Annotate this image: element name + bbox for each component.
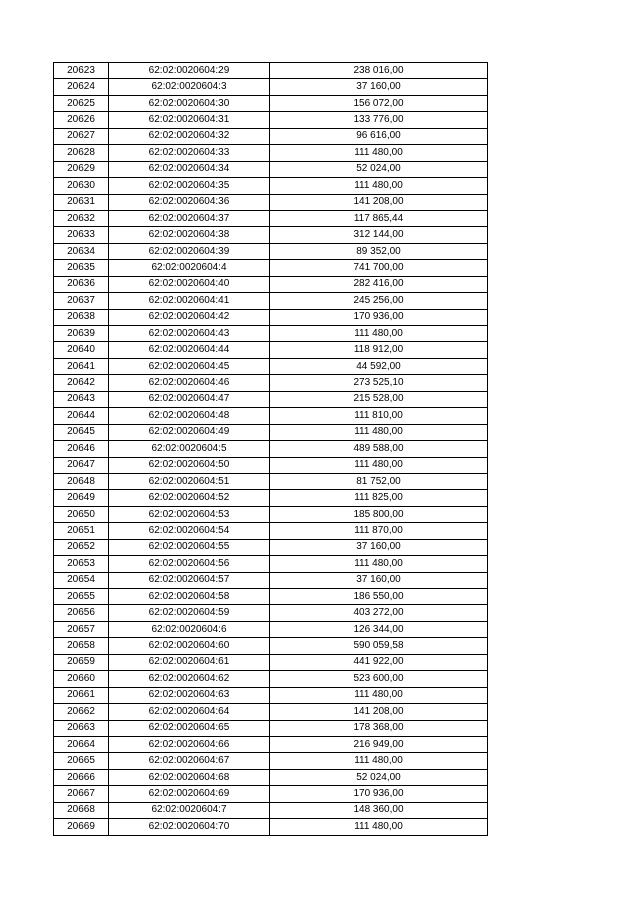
row-number-cell: 20642 bbox=[54, 375, 109, 391]
row-number-cell: 20636 bbox=[54, 276, 109, 292]
value-cell: 37 160,00 bbox=[270, 539, 488, 555]
row-number-cell: 20656 bbox=[54, 605, 109, 621]
table-row bbox=[54, 589, 488, 605]
cadastral-number-cell: 62:02:0020604:41 bbox=[109, 293, 270, 309]
row-number-cell: 20631 bbox=[54, 194, 109, 210]
row-number-cell: 20651 bbox=[54, 523, 109, 539]
row-number-cell: 20663 bbox=[54, 720, 109, 736]
row-number-cell: 20650 bbox=[54, 506, 109, 522]
value-cell: 37 160,00 bbox=[270, 79, 488, 95]
cadastral-number-cell: 62:02:0020604:5 bbox=[109, 441, 270, 457]
row-number-cell: 20653 bbox=[54, 556, 109, 572]
row-number-cell: 20655 bbox=[54, 589, 109, 605]
cadastral-number-cell: 62:02:0020604:50 bbox=[109, 457, 270, 473]
cadastral-number-cell: 62:02:0020604:32 bbox=[109, 128, 270, 144]
value-cell: 111 480,00 bbox=[270, 556, 488, 572]
table-row bbox=[54, 720, 488, 736]
table-row bbox=[54, 473, 488, 489]
data-table bbox=[53, 62, 488, 836]
value-cell: 133 776,00 bbox=[270, 112, 488, 128]
cadastral-number-cell: 62:02:0020604:70 bbox=[109, 819, 270, 835]
row-number-cell: 20629 bbox=[54, 161, 109, 177]
value-cell: 111 480,00 bbox=[270, 687, 488, 703]
value-cell: 403 272,00 bbox=[270, 605, 488, 621]
table-row bbox=[54, 408, 488, 424]
value-cell: 489 588,00 bbox=[270, 441, 488, 457]
cadastral-number-cell: 62:02:0020604:37 bbox=[109, 210, 270, 226]
row-number-cell: 20654 bbox=[54, 572, 109, 588]
value-cell: 111 480,00 bbox=[270, 753, 488, 769]
table-row bbox=[54, 506, 488, 522]
value-cell: 89 352,00 bbox=[270, 243, 488, 259]
cadastral-number-cell: 62:02:0020604:59 bbox=[109, 605, 270, 621]
value-cell: 111 480,00 bbox=[270, 457, 488, 473]
table-row bbox=[54, 490, 488, 506]
row-number-cell: 20660 bbox=[54, 671, 109, 687]
table-row bbox=[54, 293, 488, 309]
value-cell: 170 936,00 bbox=[270, 786, 488, 802]
row-number-cell: 20658 bbox=[54, 638, 109, 654]
value-cell: 141 208,00 bbox=[270, 704, 488, 720]
cadastral-number-cell: 62:02:0020604:54 bbox=[109, 523, 270, 539]
value-cell: 111 480,00 bbox=[270, 424, 488, 440]
row-number-cell: 20661 bbox=[54, 687, 109, 703]
cadastral-number-cell: 62:02:0020604:38 bbox=[109, 227, 270, 243]
value-cell: 238 016,00 bbox=[270, 63, 488, 79]
value-cell: 111 480,00 bbox=[270, 178, 488, 194]
table-row bbox=[54, 457, 488, 473]
value-cell: 44 592,00 bbox=[270, 358, 488, 374]
table-row bbox=[54, 753, 488, 769]
cadastral-number-cell: 62:02:0020604:67 bbox=[109, 753, 270, 769]
cadastral-number-cell: 62:02:0020604:51 bbox=[109, 473, 270, 489]
cadastral-number-cell: 62:02:0020604:3 bbox=[109, 79, 270, 95]
cadastral-number-cell: 62:02:0020604:4 bbox=[109, 260, 270, 276]
row-number-cell: 20627 bbox=[54, 128, 109, 144]
value-cell: 312 144,00 bbox=[270, 227, 488, 243]
cadastral-number-cell: 62:02:0020604:42 bbox=[109, 309, 270, 325]
table-row bbox=[54, 358, 488, 374]
row-number-cell: 20628 bbox=[54, 145, 109, 161]
table-row bbox=[54, 276, 488, 292]
table-row bbox=[54, 572, 488, 588]
cadastral-number-cell: 62:02:0020604:36 bbox=[109, 194, 270, 210]
table-row bbox=[54, 243, 488, 259]
table-row bbox=[54, 79, 488, 95]
row-number-cell: 20649 bbox=[54, 490, 109, 506]
cadastral-number-cell: 62:02:0020604:52 bbox=[109, 490, 270, 506]
row-number-cell: 20624 bbox=[54, 79, 109, 95]
table-row bbox=[54, 704, 488, 720]
cadastral-number-cell: 62:02:0020604:45 bbox=[109, 358, 270, 374]
table-row bbox=[54, 63, 488, 79]
table-row bbox=[54, 786, 488, 802]
row-number-cell: 20666 bbox=[54, 769, 109, 785]
value-cell: 441 922,00 bbox=[270, 654, 488, 670]
table-row bbox=[54, 260, 488, 276]
row-number-cell: 20641 bbox=[54, 358, 109, 374]
value-cell: 52 024,00 bbox=[270, 161, 488, 177]
row-number-cell: 20669 bbox=[54, 819, 109, 835]
value-cell: 111 480,00 bbox=[270, 819, 488, 835]
cadastral-number-cell: 62:02:0020604:56 bbox=[109, 556, 270, 572]
value-cell: 52 024,00 bbox=[270, 769, 488, 785]
table-row bbox=[54, 227, 488, 243]
cadastral-number-cell: 62:02:0020604:58 bbox=[109, 589, 270, 605]
value-cell: 37 160,00 bbox=[270, 572, 488, 588]
value-cell: 141 208,00 bbox=[270, 194, 488, 210]
table-row bbox=[54, 769, 488, 785]
cadastral-number-cell: 62:02:0020604:47 bbox=[109, 391, 270, 407]
table-row bbox=[54, 424, 488, 440]
row-number-cell: 20632 bbox=[54, 210, 109, 226]
value-cell: 170 936,00 bbox=[270, 309, 488, 325]
table-row bbox=[54, 210, 488, 226]
table-row bbox=[54, 687, 488, 703]
value-cell: 156 072,00 bbox=[270, 95, 488, 111]
table-row bbox=[54, 326, 488, 342]
row-number-cell: 20659 bbox=[54, 654, 109, 670]
table-row bbox=[54, 605, 488, 621]
cadastral-number-cell: 62:02:0020604:69 bbox=[109, 786, 270, 802]
value-cell: 186 550,00 bbox=[270, 589, 488, 605]
row-number-cell: 20640 bbox=[54, 342, 109, 358]
table-row bbox=[54, 802, 488, 818]
table-row bbox=[54, 194, 488, 210]
value-cell: 126 344,00 bbox=[270, 621, 488, 637]
value-cell: 185 800,00 bbox=[270, 506, 488, 522]
cadastral-number-cell: 62:02:0020604:49 bbox=[109, 424, 270, 440]
table-row bbox=[54, 112, 488, 128]
row-number-cell: 20665 bbox=[54, 753, 109, 769]
table-row bbox=[54, 95, 488, 111]
value-cell: 117 865,44 bbox=[270, 210, 488, 226]
table-row bbox=[54, 671, 488, 687]
cadastral-number-cell: 62:02:0020604:34 bbox=[109, 161, 270, 177]
value-cell: 282 416,00 bbox=[270, 276, 488, 292]
cadastral-number-cell: 62:02:0020604:29 bbox=[109, 63, 270, 79]
row-number-cell: 20652 bbox=[54, 539, 109, 555]
value-cell: 111 825,00 bbox=[270, 490, 488, 506]
table-row bbox=[54, 736, 488, 752]
value-cell: 111 810,00 bbox=[270, 408, 488, 424]
cadastral-number-cell: 62:02:0020604:43 bbox=[109, 326, 270, 342]
row-number-cell: 20664 bbox=[54, 736, 109, 752]
row-number-cell: 20638 bbox=[54, 309, 109, 325]
cadastral-number-cell: 62:02:0020604:39 bbox=[109, 243, 270, 259]
row-number-cell: 20630 bbox=[54, 178, 109, 194]
cadastral-number-cell: 62:02:0020604:60 bbox=[109, 638, 270, 654]
cadastral-number-cell: 62:02:0020604:62 bbox=[109, 671, 270, 687]
row-number-cell: 20667 bbox=[54, 786, 109, 802]
cadastral-number-cell: 62:02:0020604:40 bbox=[109, 276, 270, 292]
row-number-cell: 20639 bbox=[54, 326, 109, 342]
cadastral-number-cell: 62:02:0020604:63 bbox=[109, 687, 270, 703]
row-number-cell: 20648 bbox=[54, 473, 109, 489]
cadastral-number-cell: 62:02:0020604:48 bbox=[109, 408, 270, 424]
row-number-cell: 20668 bbox=[54, 802, 109, 818]
value-cell: 178 368,00 bbox=[270, 720, 488, 736]
table-row bbox=[54, 523, 488, 539]
cadastral-number-cell: 62:02:0020604:30 bbox=[109, 95, 270, 111]
value-cell: 590 059,58 bbox=[270, 638, 488, 654]
row-number-cell: 20643 bbox=[54, 391, 109, 407]
cadastral-number-cell: 62:02:0020604:6 bbox=[109, 621, 270, 637]
row-number-cell: 20657 bbox=[54, 621, 109, 637]
value-cell: 111 480,00 bbox=[270, 145, 488, 161]
value-cell: 111 480,00 bbox=[270, 326, 488, 342]
value-cell: 741 700,00 bbox=[270, 260, 488, 276]
cadastral-number-cell: 62:02:0020604:65 bbox=[109, 720, 270, 736]
row-number-cell: 20647 bbox=[54, 457, 109, 473]
cadastral-number-cell: 62:02:0020604:46 bbox=[109, 375, 270, 391]
table-row bbox=[54, 638, 488, 654]
table-row bbox=[54, 145, 488, 161]
row-number-cell: 20645 bbox=[54, 424, 109, 440]
cadastral-number-cell: 62:02:0020604:64 bbox=[109, 704, 270, 720]
cadastral-number-cell: 62:02:0020604:68 bbox=[109, 769, 270, 785]
cadastral-number-cell: 62:02:0020604:35 bbox=[109, 178, 270, 194]
table-row bbox=[54, 178, 488, 194]
value-cell: 118 912,00 bbox=[270, 342, 488, 358]
value-cell: 245 256,00 bbox=[270, 293, 488, 309]
cadastral-number-cell: 62:02:0020604:33 bbox=[109, 145, 270, 161]
table-body bbox=[54, 63, 488, 836]
cadastral-number-cell: 62:02:0020604:61 bbox=[109, 654, 270, 670]
cadastral-number-cell: 62:02:0020604:44 bbox=[109, 342, 270, 358]
table-row bbox=[54, 309, 488, 325]
table-row bbox=[54, 539, 488, 555]
table-row bbox=[54, 621, 488, 637]
row-number-cell: 20634 bbox=[54, 243, 109, 259]
value-cell: 216 949,00 bbox=[270, 736, 488, 752]
value-cell: 148 360,00 bbox=[270, 802, 488, 818]
cadastral-number-cell: 62:02:0020604:66 bbox=[109, 736, 270, 752]
value-cell: 111 870,00 bbox=[270, 523, 488, 539]
table-row bbox=[54, 391, 488, 407]
row-number-cell: 20633 bbox=[54, 227, 109, 243]
value-cell: 96 616,00 bbox=[270, 128, 488, 144]
table-row bbox=[54, 342, 488, 358]
cadastral-number-cell: 62:02:0020604:31 bbox=[109, 112, 270, 128]
value-cell: 523 600,00 bbox=[270, 671, 488, 687]
table-row bbox=[54, 128, 488, 144]
cadastral-number-cell: 62:02:0020604:53 bbox=[109, 506, 270, 522]
row-number-cell: 20644 bbox=[54, 408, 109, 424]
table-row bbox=[54, 161, 488, 177]
table-row bbox=[54, 819, 488, 835]
value-cell: 273 525,10 bbox=[270, 375, 488, 391]
table-row bbox=[54, 654, 488, 670]
table-row bbox=[54, 441, 488, 457]
row-number-cell: 20626 bbox=[54, 112, 109, 128]
row-number-cell: 20662 bbox=[54, 704, 109, 720]
row-number-cell: 20637 bbox=[54, 293, 109, 309]
row-number-cell: 20625 bbox=[54, 95, 109, 111]
row-number-cell: 20623 bbox=[54, 63, 109, 79]
value-cell: 81 752,00 bbox=[270, 473, 488, 489]
cadastral-number-cell: 62:02:0020604:55 bbox=[109, 539, 270, 555]
cadastral-number-cell: 62:02:0020604:7 bbox=[109, 802, 270, 818]
table-row bbox=[54, 375, 488, 391]
row-number-cell: 20646 bbox=[54, 441, 109, 457]
row-number-cell: 20635 bbox=[54, 260, 109, 276]
cadastral-number-cell: 62:02:0020604:57 bbox=[109, 572, 270, 588]
table-row bbox=[54, 556, 488, 572]
value-cell: 215 528,00 bbox=[270, 391, 488, 407]
